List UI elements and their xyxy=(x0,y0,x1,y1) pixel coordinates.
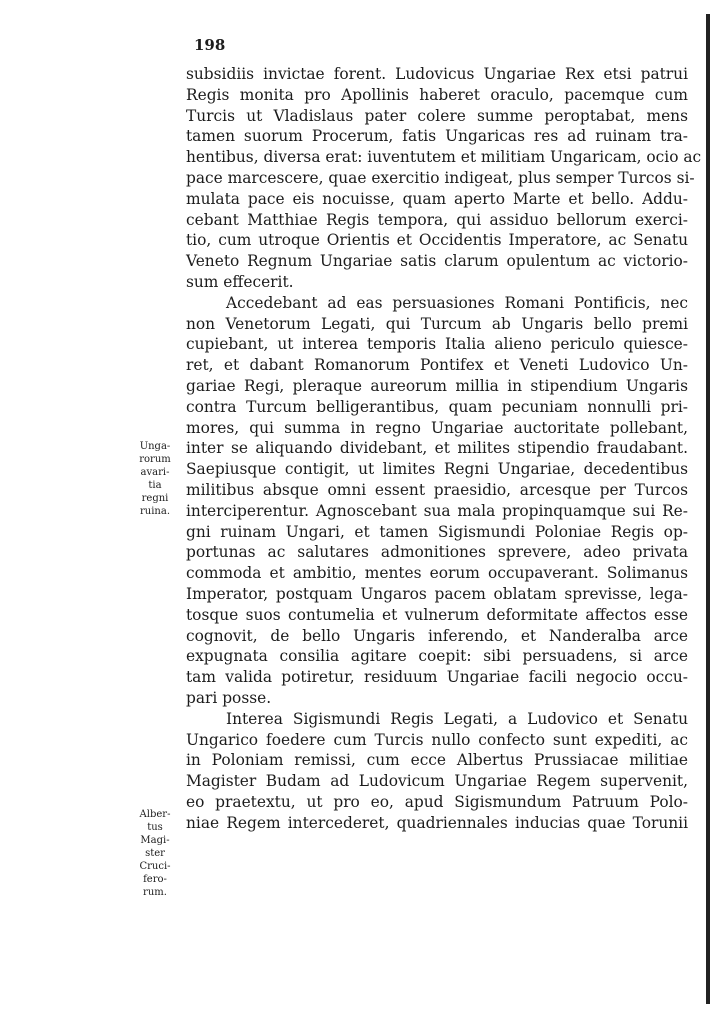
margin-note-line: regni xyxy=(141,493,169,504)
text-line: subsidiis invictae forent. Ludovicus Ungariae Rex etsi patrui xyxy=(186,65,688,83)
margin-note-line: tia xyxy=(148,480,162,491)
text-line: in Poloniam remissi, cum ecce Albertus Prussiacae militiae xyxy=(186,751,688,770)
margin-note-line: rorum xyxy=(139,454,171,465)
margin-note-line: Magi- xyxy=(140,835,170,846)
margin-note-line: ruina. xyxy=(140,506,170,517)
text-line: tam valida potiretur, residuum Ungariae facili negocio occu- xyxy=(186,668,688,687)
text-line: portunas ac salutares admonitiones sprevere, adeo privata xyxy=(186,543,688,562)
text-line: eo praetextu, ut pro eo, apud Sigismundum Patruum Polo- xyxy=(186,792,688,811)
margin-note-line: Unga- xyxy=(139,441,171,452)
margin-note-line: rum. xyxy=(143,887,167,898)
text-line: mulata pace eis nocuisse, quam aperto Marte et bello. Addu- xyxy=(186,189,688,208)
text-line: cebant Matthiae Regis tempora, qui assiduo bellorum exerci- xyxy=(186,210,688,229)
text-line: militibus absque omni essent praesidio, arcesque per Turcos xyxy=(186,480,688,499)
text-line: Turcis ut Vladislaus pater colere summe peroptabat, mens xyxy=(186,106,688,125)
paragraph-3 xyxy=(186,709,688,834)
margin-note-line: avari- xyxy=(140,467,170,478)
paragraph-2 xyxy=(186,293,688,709)
text-line: Interea Sigismundi Regis Legati, a Ludovico et Senatu xyxy=(226,709,688,728)
paragraph-1 xyxy=(186,64,702,293)
text-line: Regis monita pro Apollinis haberet oraculo, pacemque cum xyxy=(186,85,688,104)
text-line: Veneto Regnum Ungariae satis clarum opulentum ac victorio- xyxy=(186,252,688,271)
text-line: inter se aliquando dividebant, et milites stipendio fraudabant. xyxy=(186,439,688,458)
margin-note-line: Cruci- xyxy=(139,861,171,872)
text-line: non Venetorum Legati, qui Turcum ab Ungaris bello premi xyxy=(186,314,688,333)
margin-note-line: fero- xyxy=(143,874,167,885)
text-line: Magister Budam ad Ludovicum Ungariae Regem supervenit, xyxy=(186,772,688,791)
text-line: niae Regem intercederet, quadriennales inducias quae Torunii xyxy=(186,813,688,832)
text-line: gni ruinam Ungari, et tamen Sigismundi Poloniae Regis op- xyxy=(186,522,688,541)
text-line: interciperentur. Agnoscebant sua mala propinquamque sui Re- xyxy=(186,501,688,520)
text-line: commoda et ambitio, mentes eorum occupaverant. Solimanus xyxy=(186,564,688,583)
text-line: tio, cum utroque Orientis et Occidentis Imperatore, ac Senatu xyxy=(186,231,688,250)
text-line: sum effecerit. xyxy=(186,272,294,291)
text-line: gariae Regi, pleraque aureorum millia in stipendium Ungaris xyxy=(186,376,688,395)
text-line: mores, qui summa in regno Ungariae auctoritate pollebant, xyxy=(186,418,688,437)
text-line: Ungarico foedere cum Turcis nullo confecto sunt expediti, ac xyxy=(186,730,688,749)
text-line: pari posse. xyxy=(186,688,272,707)
text-line: cupiebant, ut interea temporis Italia alieno periculo quiesce- xyxy=(186,335,688,354)
text-line: hentibus, diversa erat: iuventutem et militiam Ungaricam, ocio ac xyxy=(186,148,702,167)
body-text xyxy=(186,64,702,833)
text-line: Accedebant ad eas persuasiones Romani Pontificis, nec xyxy=(226,293,688,312)
text-line: ret, et dabant Romanorum Pontifex et Veneti Ludovico Un- xyxy=(186,356,688,375)
margin-note-ungarorum xyxy=(130,440,180,518)
text-line: Saepiusque contigit, ut limites Regni Ungariae, decedentibus xyxy=(186,460,688,479)
margin-note-line: Alber- xyxy=(139,809,171,820)
margin-note-line: tus xyxy=(147,822,163,833)
text-line: Imperator, postquam Ungaros pacem oblatam sprevisse, lega- xyxy=(186,584,688,603)
text-line: cognovit, de bello Ungaris inferendo, et Nanderalba arce xyxy=(186,626,688,645)
text-line: pace marcescere, quae exercitio indigeat, plus semper Turcos si- xyxy=(186,168,695,187)
page-edge-rule xyxy=(706,14,710,1004)
text-line: expugnata consilia agitare coepit: sibi persuadens, si arce xyxy=(186,647,688,666)
text-line: contra Turcum belligerantibus, quam pecuniam nonnulli pri- xyxy=(186,397,688,416)
text-line: tamen suorum Procerum, fatis Ungaricas res ad ruinam tra- xyxy=(186,127,688,146)
margin-note-albertus xyxy=(130,808,180,899)
text-line: tosque suos contumelia et vulnerum deformitate affectos esse xyxy=(186,605,688,624)
page-number: 198 xyxy=(194,36,226,54)
margin-note-line: ster xyxy=(145,848,165,859)
